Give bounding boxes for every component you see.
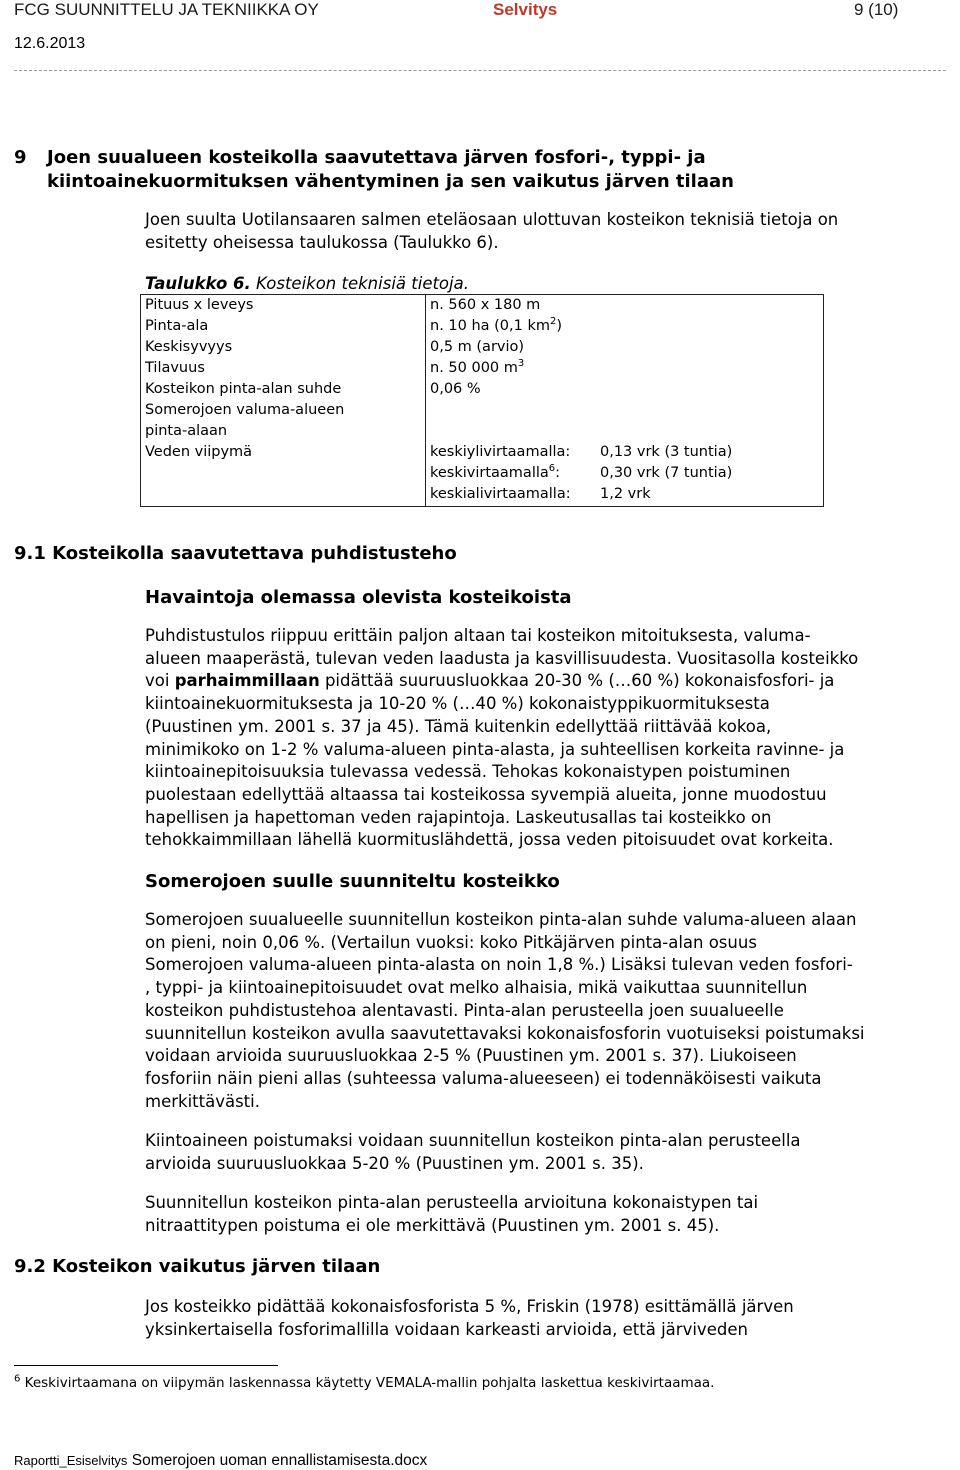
- section-9-title-line2: kiintoainekuormituksen vähentyminen ja sen vaikutus järven tilaan: [47, 171, 734, 192]
- section-9-1-heading: 9.1 Kosteikolla saavutettava puhdistusteho: [14, 543, 457, 564]
- paragraph-planned-wetland: Somerojoen suualueelle suunnitellun kosteikon pinta-alan suhde valuma-alueen alaan on pieni, noin 0,06 %. (Vertailun vuoksi: koko Pitkäjärven pinta-alan osuus Somerojoen valuma-alueen pinta-alasta on noin 1,8 %.) Lisäksi tulevan veden fosfori- , typpi- ja kiintoainepitoisuudet ovat melko alhaisia, mikä vaikuttaa suunnitellun kosteikon puhdistustehoa alentavasti. Pinta-alan perusteella joen suualueelle suunnitellun kosteikon avulla saavutettavaksi kokonaisfosforin vuotuiseksi poistumaksi voidaan arvioida suuruusluokkaa 2-5 % (Puustinen ym. 2001 s. 37). Liukoiseen fosforiin näin pieni allas (suhteessa valuma-alueeseen) ei todennäköisesti vaikuta merkittävästi.: [145, 910, 865, 1111]
- row-value: n. 10 ha (0,1 $km^2$): [430, 316, 563, 334]
- header-date: 12.6.2013: [14, 35, 86, 52]
- footer: [14, 1450, 427, 1470]
- subheading-existing-wetlands: Havaintoja olemassa olevista kosteikoista: [145, 587, 572, 608]
- row-value: n. 560 x 180 m: [430, 297, 541, 313]
- row-value: 0,5 m (arvio): [430, 339, 525, 355]
- row-label: Veden viipymä: [141, 442, 426, 507]
- row-label: Tilavuus: [141, 358, 426, 379]
- section-9-2-heading: 9.2 Kosteikon vaikutus järven tilaan: [14, 1256, 381, 1277]
- footer-filename: Somerojoen uoman ennallistamisesta.docx: [127, 1452, 428, 1469]
- subheading-planned-wetland: Somerojoen suulle suunniteltu kosteikko: [145, 871, 560, 892]
- row-label: Kosteikon pinta-alan suhde Somerojoen valuma-alueen pinta-alaan: [141, 379, 426, 442]
- section-9-title-line1: Joen suualueen kosteikolla saavutettava järven fosfori-, typpi- ja: [47, 147, 706, 168]
- row-label: Pinta-ala: [141, 316, 426, 337]
- table-row: [141, 358, 824, 379]
- paragraph-existing-wetlands: Puhdistustulos riippuu erittäin paljon altaan tai kosteikon mitoituksesta, valuma- alueen maaperästä, tulevan veden laadusta ja kasvillisuudesta. Vuositasolla kosteikko voi parhaimmillaan pidättää suuruusluokkaa 20-30 % (…60 %) kokonaisfosfori- ja kiintoainekuormituksesta ja 10-20 % (…40 %) kokonaistyppikuormituksesta (Puustinen ym. 2001 s. 37 ja 45). Tämä kuitenkin edellyttää riittävää kokoa, minimikoko on 1-2 % valuma-alueen pinta-alasta, ja suhteellisen korkeita ravinne- ja kiintoainepitoisuuksia tulevassa vedessä. Tehokas kokonaistypen poistuminen puolestaan edellyttää altaassa tai kosteikossa syvempiä alueita, jonne muodostuu hapellisen ja hapettoman veden rajapintoja. Laskeutusallas tai kosteikko on tehokkaimmillaan lähellä kuormituslähdettä, jossa veden pitoisuudet ovat korkeita.: [145, 626, 859, 850]
- paragraph-lake-effect: Jos kosteikko pidättää kokonaisfosforista 5 %, Friskin (1978) esittämällä järven yksinkertaisella fosforimallilla voidaan karkeasti arvioida, että järviveden: [145, 1297, 794, 1339]
- table-row: [141, 295, 824, 317]
- row-label: Keskisyvyys: [141, 337, 426, 358]
- row-value: 0,06 %: [430, 381, 481, 397]
- header-divider: [14, 70, 946, 71]
- footnote: [14, 1375, 714, 1391]
- table-row: [141, 337, 824, 358]
- technical-data-table: [140, 294, 824, 507]
- table-row: [141, 379, 824, 442]
- paragraph-solids-removal: Kiintoaineen poistumaksi voidaan suunnitellun kosteikon pinta-alan perusteella arvioida suuruusluokkaa 5-20 % (Puustinen ym. 2001 s. 35).: [145, 1131, 801, 1173]
- footnote-mark: 6: [14, 1373, 21, 1385]
- header-doc-type: Selvitys: [493, 0, 558, 19]
- header-company: FCG SUUNNITTELU JA TEKNIIKKA OY: [14, 0, 319, 19]
- table-row: [141, 442, 824, 507]
- section-9-number: 9: [14, 147, 27, 168]
- table-row: [141, 316, 824, 337]
- table-caption-number: Taulukko 6.: [145, 274, 251, 293]
- paragraph-nitrogen-removal: Suunnitellun kosteikon pinta-alan perusteella arvioituna kokonaistypen tai nitraattitypen poistuma ei ole merkittävä (Puustinen ym. 2001 s. 45).: [145, 1193, 759, 1235]
- residence-values: keskiylivirtaamalla: 0,13 vrk (3 tuntia) keskivirtaamalla$^6$: 0,30 vrk (7 tuntia) keskialivirtaamalla: 1,2 vrk: [430, 444, 733, 502]
- footnote-text: Keskivirtaamana on viipymän laskennassa käytetty VEMALA-mallin pohjalta laskettua keskivirtaamaa.: [20, 1375, 715, 1391]
- table-caption: [145, 273, 469, 296]
- section-9-intro-line1: Joen suulta Uotilansaaren salmen eteläosaan ulottuvan kosteikon teknisiä tietoja on: [145, 210, 839, 229]
- row-value: n. 50 000 $m^3$: [430, 358, 525, 376]
- row-label: Pituus x leveys: [141, 295, 426, 317]
- table-caption-text: Kosteikon teknisiä tietoja.: [250, 274, 469, 293]
- footnote-divider: [14, 1365, 278, 1366]
- section-9-intro-line2: esitetty oheisessa taulukossa (Taulukko 6).: [145, 233, 499, 252]
- footer-prefix: Raportti_Esiselvitys: [14, 1453, 128, 1468]
- header-page-number: 9 (10): [854, 0, 899, 19]
